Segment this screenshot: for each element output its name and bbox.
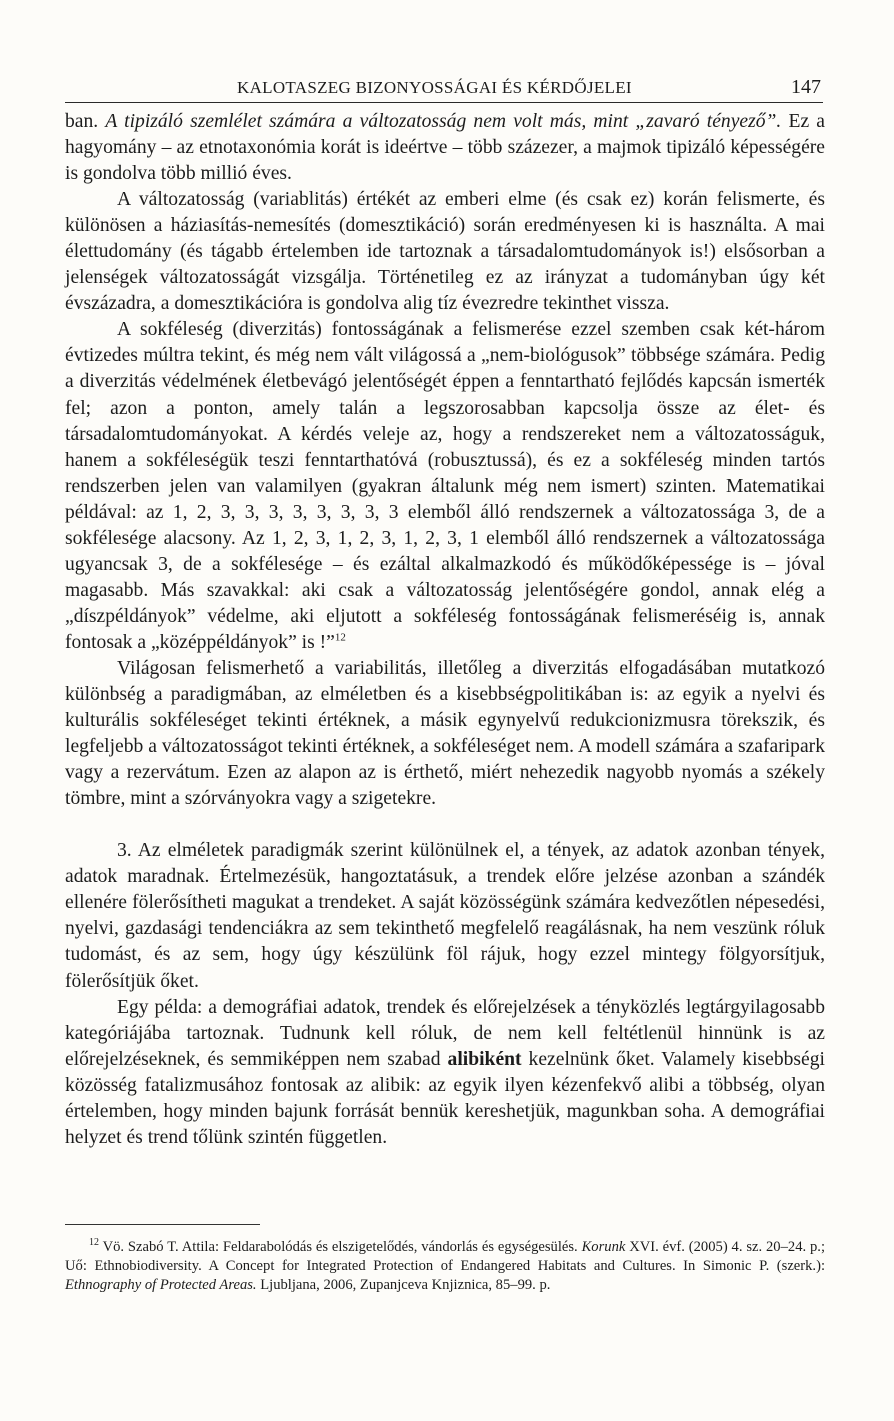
footnote-text-3: Ljubljana, 2006, Zupanjceva Knjiznica, 85–99. p. [256,1277,551,1294]
footnote-text-2: XVI. évf. (2005) 4. sz. 20–24. p.; Uő: Ethnobiodiversity. A Concept for Integrated Protection of Endangered Habitats and Cultures. In Simonic P. (szerk.): [65,1238,825,1275]
paragraph-1-rest: Ez a hagyomány – az etnotaxonómia korát is ideértve – több százezer, a majmok tipizáló képességére is gondolva több millió éves. [65,111,826,185]
section-3-paragraph: 3. Az elméletek paradigmák szerint különülnek el, a tények, az adatok azonban tények, adatok maradnak. Értelmezésük, hangoztatásuk, a trendek előre jelzése azonban a szándék ellenére fölerősítheti magukat a trendeket. A saját közösségünk számára kedvezőtlen népesedési, nyelvi, gazdasági tendenciákra az sem tekinthető megfelelő reagálásnak, ha nem veszünk róluk tudomást, és az sem, hogy úgy készülünk föl rájuk, hogy ezzel mintegy fölgyorsítjuk, fölerősítjük őket. [65,840,825,992]
paragraph-3 [65,317,825,656]
footnote-divider [65,1224,260,1225]
paragraph-6-before: Egy példa: a demográfiai adatok, trendek és előrejelzések a tényközlés legtárgyilagosabb kategóriájába tartoznak. Tudnunk kell róluk, de nem kell feltétlenül hinnünk is az előrejelzéseknek, és semmiképpen nem szabad [65,996,825,1070]
paragraph-2: A változatosság (variablitás) értékét az emberi elme (és csak ez) korán felismerte, és különösen a háziasítás-nemesítés (domesztikáció) során eredményesen ki is használta. A mai élettudomány (és tágabb értelemben ide tartoznak a társadalomtudományok is!) elsősorban a jelenségek változatosságát vizsgálja. Történetileg ez az irányzat a tudományban úgy két évszázadra, a domesztikációra is gondolva alig tíz évezredre tekinthet vissza. [65,189,825,315]
paragraph-3-text: A sokféleség (diverzitás) fontosságának a felismerése ezzel szemben csak két-három évtizedes múltra tekint, és még nem vált világossá a „nem-biológusok” többsége számára. Pedig a diverzitás védelmének életbevágó jelentőségét éppen a fenntartható fejlődés kapcsán ismerték fel; azon a ponton, amely talán a legszorosabban kapcsolja össze az élet- és társadalomtudományokat. A kérdés veleje az, hogy a rendszereket nem a változatosságuk, hanem a sokféleségük teszi fenntarthatóvá (robusztussá), és ez a sokféleség minden tartós rendszerben jelen van valamilyen (gyakran általunk még nem ismert) szinten. Matematikai példával: az 1, 2, 3, 3, 3, 3, 3, 3, 3, 3 elemből álló rendszernek a változatossága 3, de a sokfélesége alacsony. Az 1, 2, 3, 1, 2, 3, 1, 2, 3, 1 elemből álló rendszernek a változatossága ugyancsak 3, de a sokfélesége – és ezáltal alkalmazkodó és működőképessége is – jóval magasabb. Más szavakkal: aki csak a változatosság jelentőségére gondol, annak elég a „díszpéldányok” védelme, aki eljutott a sokféleség fontosságának felismeréséig is, annak fontosak a „középpéldányok” is !” [65,319,825,653]
paragraph-1-italic: A tipizáló szemlélet számára a változatosság nem volt más, mint „zavaró tényező”. [105,111,782,132]
footnotes [65,1224,825,1296]
paragraph-6 [65,995,825,1151]
body-text [65,109,825,1151]
paragraph-6-bold: alibiként [447,1048,522,1070]
footnote-text-1: Vö. Szabó T. Attila: Feldarabolódás és elszigetelődés, vándorlás és egységesülés. [99,1238,582,1255]
paragraph-4: Világosan felismerhető a variabilitás, illetőleg a diverzitás elfogadásában mutatkozó különbség a paradigmában, az elméletben és a kisebbségpolitikában is: az egyik a nyelvi és kulturális sokféleséget tekinti értéknek, a másik egynyelvű redukcionizmusra törekszik, és legfeljebb a változatosságot tekinti értéknek, a sokféleséget nem. A modell számára a szafaripark vagy a rezervátum. Ezen az alapon az is érthető, miért nehezedik nagyobb nyomás a székely tömbre, mint a szórványokra vagy a szigetekre. [65,657,825,810]
page-number: 147 [791,76,821,98]
footnote-12 [41,1233,825,1296]
footnote-reference[interactable]: 12 [334,631,346,644]
running-title: KALOTASZEG BIZONYOSSÁGAI ÉS KÉRDŐJELEI [237,78,632,97]
footnote-book-title: Ethnography of Protected Areas. [65,1277,257,1294]
footnote-number: 12 [89,1237,99,1248]
paragraph-1 [65,109,825,187]
paragraph-1-lead: ban. [65,111,106,132]
paragraph-6-after: kezelnünk őket. Valamely kisebbségi közösség fatalizmusához fontosak az alibik: az egyik ilyen kézenfekvő alibi a többség, olyan értelemben, hogy minden bajunk forrását bennük kereshetjük, magunkban soha. A demográfiai helyzet és trend tőlünk szintén független. [65,1048,825,1148]
page-header [65,76,823,103]
footnote-journal: Korunk [581,1238,626,1255]
